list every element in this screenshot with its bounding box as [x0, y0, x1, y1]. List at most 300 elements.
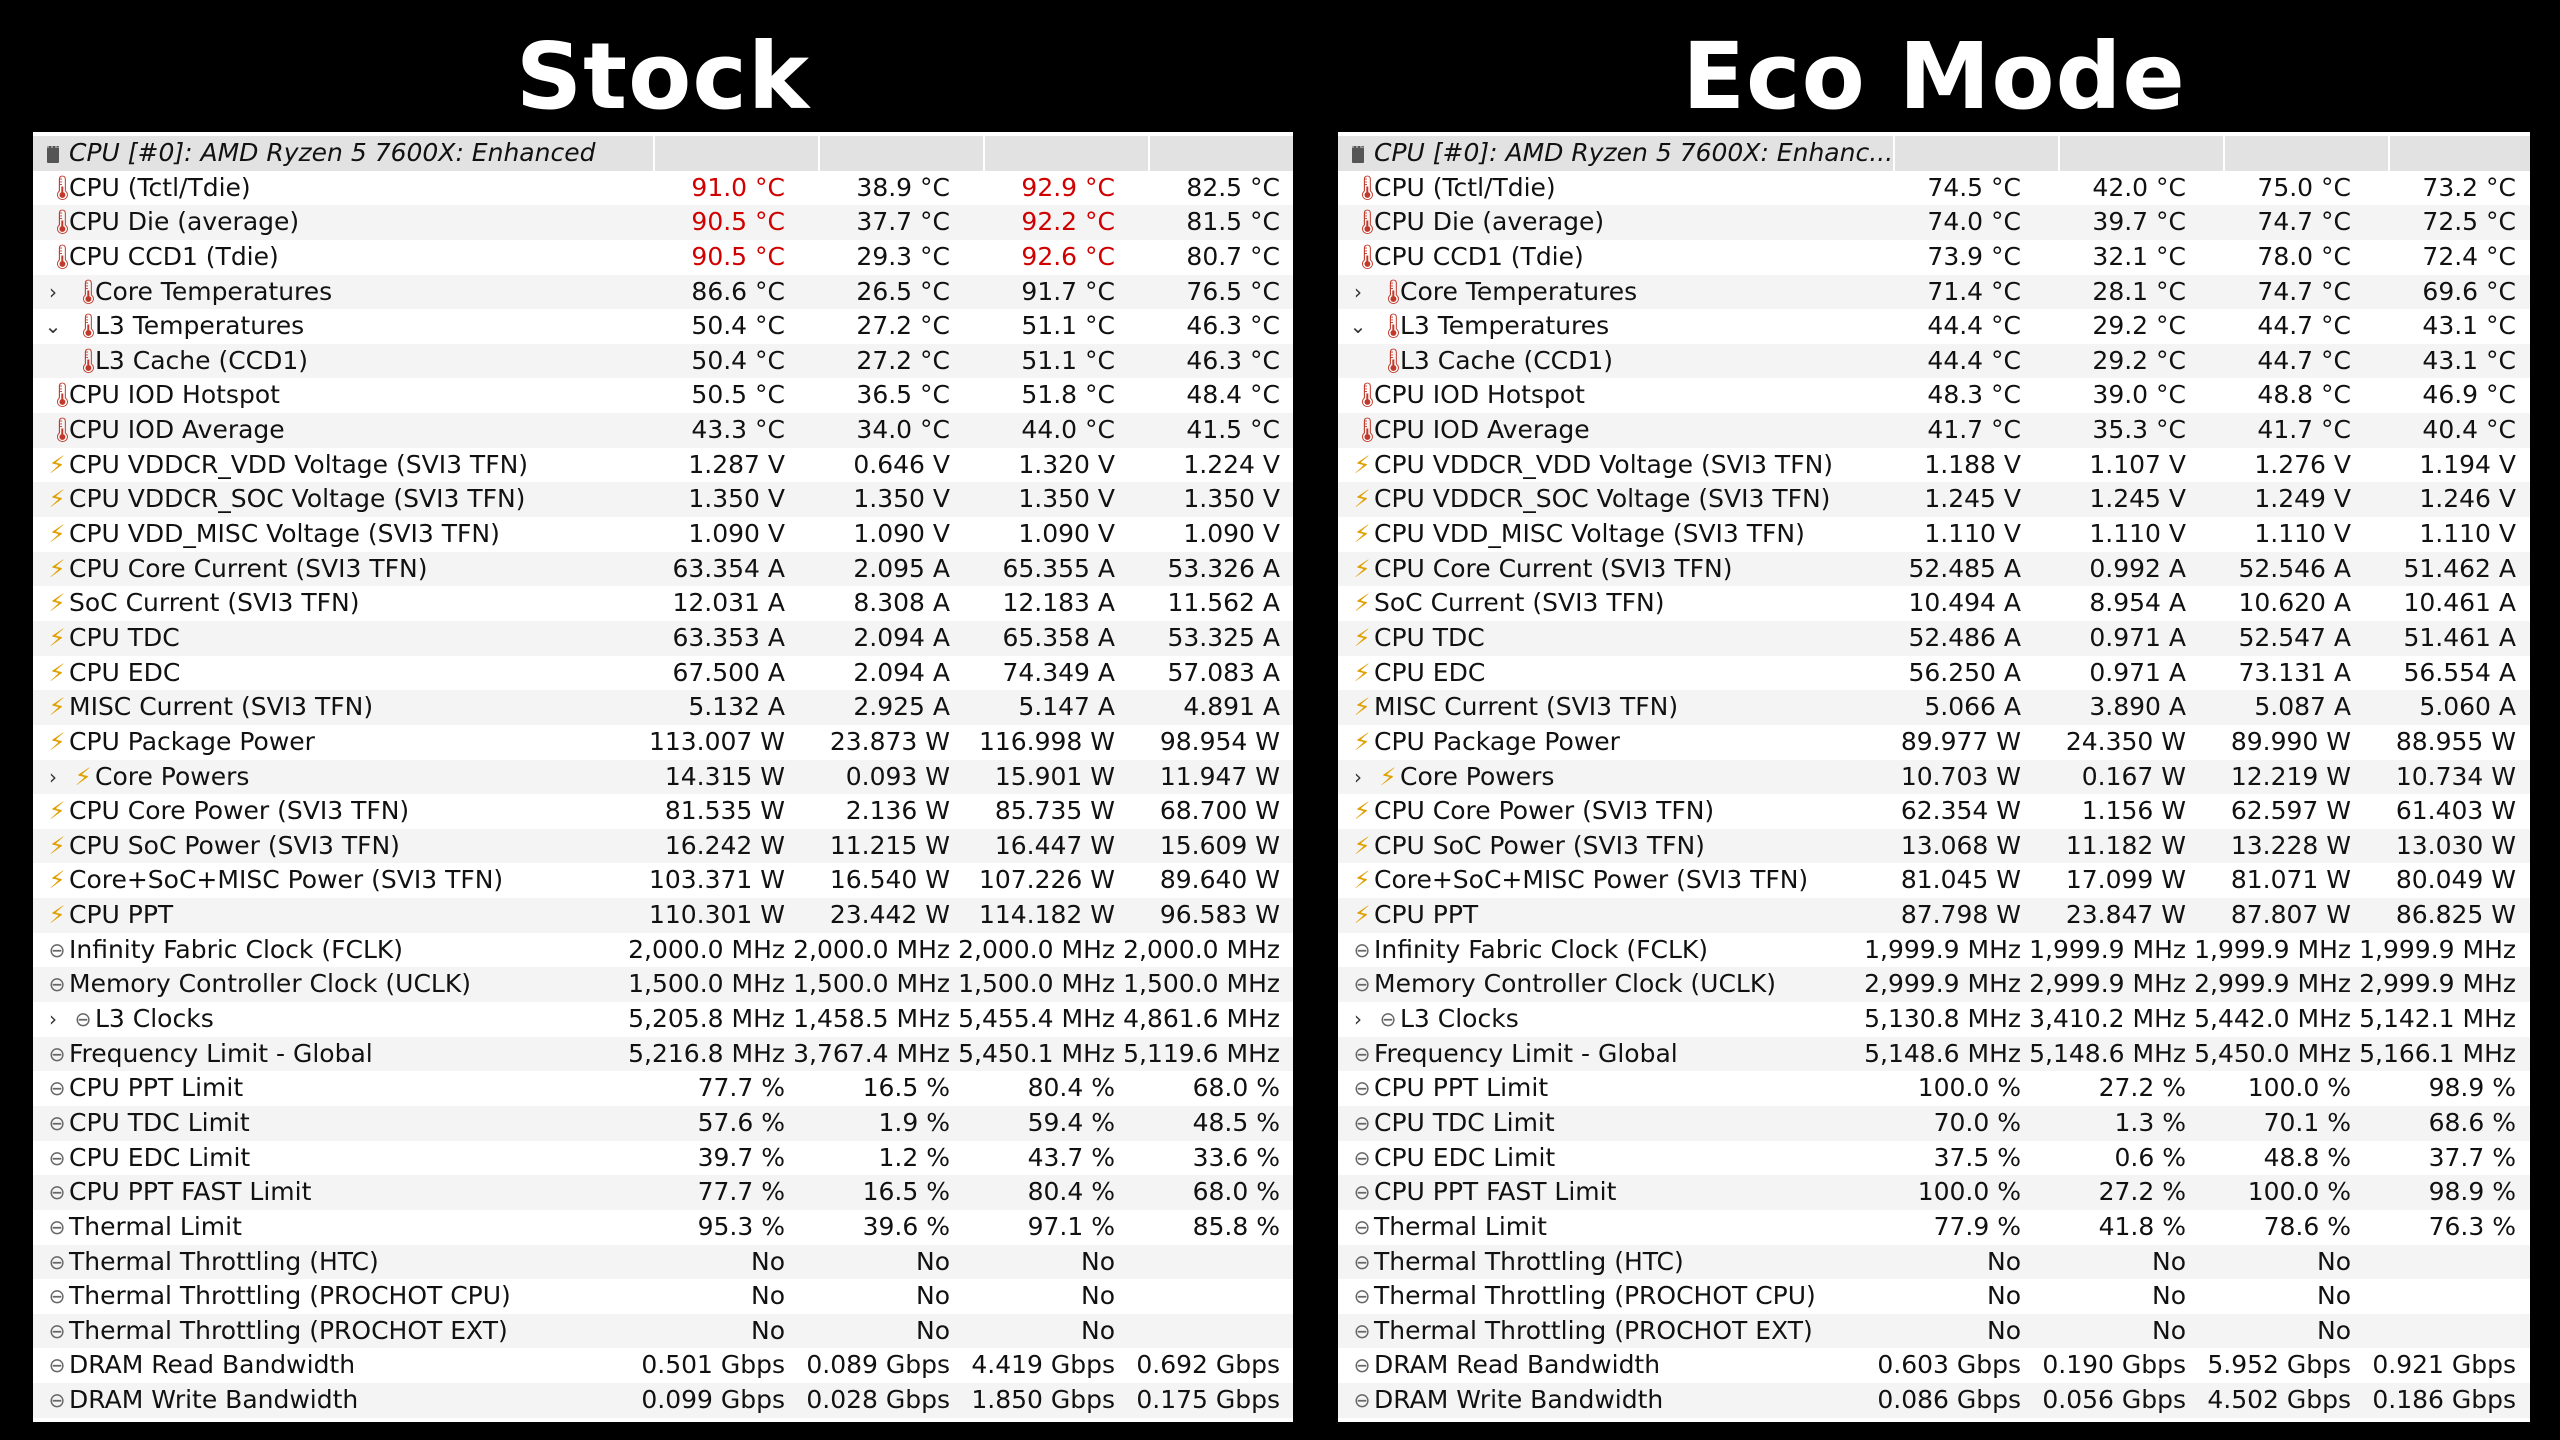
sensor-row[interactable] — [33, 656, 1293, 691]
sensor-row[interactable] — [33, 482, 1293, 517]
sensor-label: Core+SoC+MISC Power (SVI3 TFN) — [1374, 865, 1809, 895]
maximum-value: 1.090 V — [1018, 519, 1115, 549]
clock-icon: ⊖ — [1353, 1353, 1371, 1378]
current-value: 0.603 Gbps — [1877, 1350, 2021, 1380]
stock-sensor-panel — [33, 132, 1293, 1422]
minimum-value: 32.1 °C — [2092, 241, 2186, 271]
maximum-value: 5,450.1 MHz — [958, 1038, 1115, 1068]
sensor-row[interactable] — [1338, 1106, 2530, 1141]
minimum-value: 0.646 V — [853, 449, 950, 479]
sensor-row[interactable] — [33, 1071, 1293, 1106]
sensor-row[interactable] — [33, 1279, 1293, 1314]
average-value: 11.947 W — [1159, 761, 1280, 791]
average-value: 76.5 °C — [1186, 276, 1280, 306]
current-value: 1.245 V — [1924, 484, 2021, 514]
minimum-value: 5,148.6 MHz — [2029, 1038, 2186, 1068]
sensor-row[interactable] — [33, 621, 1293, 656]
bolt-icon: ⚡ — [1353, 589, 1371, 618]
sensor-row[interactable] — [1338, 1245, 2530, 1280]
sensor-row[interactable] — [33, 1106, 1293, 1141]
sensor-row[interactable] — [33, 1314, 1293, 1349]
thermometer-icon: 🌡 — [1352, 173, 1383, 202]
minimum-value: No — [916, 1246, 950, 1276]
expand-chevron-icon[interactable]: › — [1354, 764, 1362, 789]
current-value: 14.315 W — [664, 761, 785, 791]
current-value: 50.4 °C — [691, 345, 785, 375]
sensor-label: Thermal Throttling (PROCHOT EXT) — [1374, 1315, 1813, 1345]
sensor-row[interactable] — [33, 275, 1293, 310]
sensor-label: Thermal Limit — [69, 1211, 242, 1241]
clock-icon: ⊖ — [1353, 1110, 1371, 1135]
sensor-row[interactable] — [33, 863, 1293, 898]
sensor-label: Memory Controller Clock (UCLK) — [1374, 969, 1776, 999]
bolt-icon: ⚡ — [74, 762, 92, 791]
minimum-value: 38.9 °C — [856, 172, 950, 202]
clock-icon: ⊖ — [48, 972, 66, 997]
maximum-value: 80.4 % — [1027, 1177, 1115, 1207]
sensor-label: MISC Current (SVI3 TFN) — [1374, 692, 1679, 722]
minimum-value: 1,458.5 MHz — [793, 1004, 950, 1034]
maximum-value: 51.1 °C — [1021, 345, 1115, 375]
current-value: 50.4 °C — [691, 311, 785, 341]
current-value: 5.132 A — [688, 692, 785, 722]
minimum-value: 24.350 W — [2065, 726, 2186, 756]
sensor-label: CPU PPT — [1374, 900, 1479, 930]
minimum-value: 23.847 W — [2065, 900, 2186, 930]
column-separator — [653, 136, 655, 171]
sensor-row[interactable] — [33, 171, 1293, 206]
current-value: 13.068 W — [1900, 830, 2021, 860]
minimum-value: 8.954 A — [2089, 588, 2186, 618]
sensor-row[interactable] — [33, 1210, 1293, 1245]
sensor-label: CPU TDC — [1374, 622, 1485, 652]
average-value: 98.954 W — [1159, 726, 1280, 756]
sensor-row[interactable] — [1338, 794, 2530, 829]
sensor-row[interactable] — [33, 829, 1293, 864]
sensor-row[interactable] — [33, 552, 1293, 587]
sensor-row[interactable] — [1338, 621, 2530, 656]
thermometer-icon: 🌡 — [47, 416, 78, 445]
average-value: 98.9 % — [2428, 1073, 2516, 1103]
minimum-value: 8.308 A — [853, 588, 950, 618]
minimum-value: 0.093 W — [845, 761, 950, 791]
expand-chevron-icon[interactable]: › — [1354, 1007, 1362, 1032]
average-value: 40.4 °C — [2422, 415, 2516, 445]
minimum-value: No — [916, 1315, 950, 1345]
sensor-row[interactable] — [1338, 898, 2530, 933]
average-value: 98.9 % — [2428, 1177, 2516, 1207]
sensor-label: Infinity Fabric Clock (FCLK) — [1374, 934, 1709, 964]
sensor-row[interactable] — [33, 1348, 1293, 1383]
column-separator — [1148, 136, 1150, 171]
collapse-chevron-icon[interactable]: ⌄ — [1349, 314, 1367, 339]
stock-heading: Stock — [515, 23, 811, 130]
clock-icon: ⊖ — [48, 1284, 66, 1309]
sensor-row[interactable] — [1338, 1002, 2530, 1037]
average-value: 80.7 °C — [1186, 241, 1280, 271]
sensor-group-header[interactable] — [33, 136, 1293, 171]
average-value: 0.692 Gbps — [1136, 1350, 1280, 1380]
sensor-label: L3 Clocks — [1400, 1004, 1519, 1034]
average-value: 81.5 °C — [1186, 207, 1280, 237]
current-value: 77.7 % — [697, 1073, 785, 1103]
sensor-row[interactable] — [33, 205, 1293, 240]
sensor-row[interactable] — [1338, 656, 2530, 691]
maximum-value: 74.349 A — [1002, 657, 1115, 687]
current-value: 90.5 °C — [691, 207, 785, 237]
current-value: 86.6 °C — [691, 276, 785, 306]
bolt-icon: ⚡ — [48, 520, 66, 549]
sensor-row[interactable] — [1338, 309, 2530, 344]
average-value: 46.3 °C — [1186, 345, 1280, 375]
average-value: 33.6 % — [1192, 1142, 1280, 1172]
clock-icon: ⊖ — [1353, 937, 1371, 962]
maximum-value: 1,999.9 MHz — [2194, 934, 2351, 964]
sensor-row[interactable] — [1338, 275, 2530, 310]
current-value: 37.5 % — [1933, 1142, 2021, 1172]
average-value: 37.7 % — [2428, 1142, 2516, 1172]
clock-icon: ⊖ — [1353, 1041, 1371, 1066]
sensor-label: Core Temperatures — [1400, 276, 1638, 306]
current-value: 95.3 % — [697, 1211, 785, 1241]
sensor-label: Core+SoC+MISC Power (SVI3 TFN) — [69, 865, 504, 895]
minimum-value: 0.190 Gbps — [2042, 1350, 2186, 1380]
clock-icon: ⊖ — [1353, 1145, 1371, 1170]
minimum-value: 16.5 % — [862, 1073, 950, 1103]
bolt-icon: ⚡ — [48, 797, 66, 826]
bolt-icon: ⚡ — [1353, 485, 1371, 514]
sensor-label: Core Temperatures — [95, 276, 333, 306]
sensor-row[interactable] — [1338, 1037, 2530, 1072]
sensor-row[interactable] — [33, 967, 1293, 1002]
sensor-row[interactable] — [1338, 448, 2530, 483]
maximum-value: 10.620 A — [2238, 588, 2351, 618]
sensor-label: CPU PPT FAST Limit — [69, 1177, 312, 1207]
sensor-row[interactable] — [1338, 1314, 2530, 1349]
average-value: 57.083 A — [1167, 657, 1280, 687]
clock-icon: ⊖ — [48, 1180, 66, 1205]
average-value: 53.325 A — [1167, 622, 1280, 652]
clock-icon: ⊖ — [1353, 1284, 1371, 1309]
expand-chevron-icon[interactable]: › — [1354, 279, 1362, 304]
bolt-icon: ⚡ — [1353, 901, 1371, 930]
sensor-group-header[interactable] — [1338, 136, 2530, 171]
current-value: 52.486 A — [1908, 622, 2021, 652]
minimum-value: 1.107 V — [2089, 449, 2186, 479]
average-value: 68.0 % — [1192, 1177, 1280, 1207]
sensor-label: CPU VDDCR_SOC Voltage (SVI3 TFN) — [69, 484, 526, 514]
sensor-row[interactable] — [1338, 413, 2530, 448]
eco-mode-heading: Eco Mode — [1682, 23, 2186, 130]
clock-icon: ⊖ — [48, 1353, 66, 1378]
sensor-row[interactable] — [1338, 1175, 2530, 1210]
sensor-row[interactable] — [1338, 829, 2530, 864]
maximum-value: 87.807 W — [2230, 900, 2351, 930]
minimum-value: 23.442 W — [829, 900, 950, 930]
sensor-row[interactable] — [33, 725, 1293, 760]
minimum-value: 29.2 °C — [2092, 311, 2186, 341]
maximum-value: 52.547 A — [2238, 622, 2351, 652]
current-value: No — [1987, 1246, 2021, 1276]
sensor-row[interactable] — [33, 1175, 1293, 1210]
sensor-row[interactable] — [1338, 967, 2530, 1002]
clock-icon: ⊖ — [48, 1041, 66, 1066]
maximum-value: 78.6 % — [2263, 1211, 2351, 1241]
maximum-value: 80.4 % — [1027, 1073, 1115, 1103]
collapse-chevron-icon[interactable]: ⌄ — [44, 314, 62, 339]
average-value: 1.246 V — [2419, 484, 2516, 514]
average-value: 96.583 W — [1159, 900, 1280, 930]
minimum-value: 1.9 % — [878, 1107, 950, 1137]
sensor-label: CPU EDC — [1374, 657, 1486, 687]
sensor-row[interactable] — [33, 344, 1293, 379]
sensor-row[interactable] — [33, 1002, 1293, 1037]
current-value: 44.4 °C — [1927, 311, 2021, 341]
maximum-value: 44.7 °C — [2257, 345, 2351, 375]
current-value: 0.086 Gbps — [1877, 1385, 2021, 1415]
clock-icon: ⊖ — [1353, 1180, 1371, 1205]
bolt-icon: ⚡ — [48, 901, 66, 930]
maximum-value: 44.0 °C — [1021, 415, 1115, 445]
sensor-label: CPU IOD Hotspot — [69, 380, 280, 410]
sensor-row[interactable] — [1338, 552, 2530, 587]
average-value: 80.049 W — [2395, 865, 2516, 895]
maximum-value: 5.952 Gbps — [2207, 1350, 2351, 1380]
average-value: 10.461 A — [2403, 588, 2516, 618]
maximum-value: 97.1 % — [1027, 1211, 1115, 1241]
average-value: 72.4 °C — [2422, 241, 2516, 271]
sensor-row[interactable] — [1338, 690, 2530, 725]
bolt-icon: ⚡ — [48, 450, 66, 479]
thermometer-icon: 🌡 — [47, 208, 78, 237]
sensor-row[interactable] — [33, 898, 1293, 933]
average-value: 68.0 % — [1192, 1073, 1280, 1103]
expand-chevron-icon[interactable]: › — [49, 764, 57, 789]
bolt-icon: ⚡ — [1379, 762, 1397, 791]
minimum-value: 0.6 % — [2114, 1142, 2186, 1172]
average-value: 5,142.1 MHz — [2359, 1004, 2516, 1034]
sensor-label: CPU Die (average) — [69, 207, 300, 237]
sensor-label: L3 Temperatures — [1400, 311, 1610, 341]
sensor-row[interactable] — [1338, 863, 2530, 898]
column-separator — [1893, 136, 1895, 171]
maximum-value: 73.131 A — [2238, 657, 2351, 687]
current-value: 103.371 W — [648, 865, 785, 895]
sensor-row[interactable] — [1338, 933, 2530, 968]
column-separator — [2058, 136, 2060, 171]
average-value: 41.5 °C — [1186, 415, 1280, 445]
clock-icon: ⊖ — [48, 1318, 66, 1343]
sensor-row[interactable] — [33, 586, 1293, 621]
sensor-row[interactable] — [1338, 1071, 2530, 1106]
sensor-row[interactable] — [33, 1037, 1293, 1072]
thermometer-icon: 🌡 — [47, 242, 78, 271]
sensor-group-title: CPU [#0]: AMD Ryzen 5 7600X: Enhanc... — [1374, 138, 1894, 167]
maximum-value: 4.419 Gbps — [971, 1350, 1115, 1380]
sensor-label: CPU SoC Power (SVI3 TFN) — [69, 830, 400, 860]
sensor-label: Infinity Fabric Clock (FCLK) — [69, 934, 404, 964]
bolt-icon: ⚡ — [48, 727, 66, 756]
maximum-value: 2,000.0 MHz — [958, 934, 1115, 964]
sensor-label: CPU EDC Limit — [69, 1142, 251, 1172]
average-value: 0.175 Gbps — [1136, 1385, 1280, 1415]
minimum-value: 1.110 V — [2089, 519, 2186, 549]
current-value: 1,500.0 MHz — [628, 969, 785, 999]
maximum-value: 114.182 W — [978, 900, 1115, 930]
average-value: 85.8 % — [1192, 1211, 1280, 1241]
minimum-value: 16.540 W — [829, 865, 950, 895]
bolt-icon: ⚡ — [1353, 727, 1371, 756]
sensor-label: CPU CCD1 (Tdie) — [1374, 241, 1584, 271]
bolt-icon: ⚡ — [1353, 554, 1371, 583]
sensor-row[interactable] — [33, 517, 1293, 552]
current-value: 63.353 A — [672, 622, 785, 652]
current-value: 10.494 A — [1908, 588, 2021, 618]
average-value: 82.5 °C — [1186, 172, 1280, 202]
sensor-label: CPU VDD_MISC Voltage (SVI3 TFN) — [1374, 519, 1805, 549]
maximum-value: 91.7 °C — [1021, 276, 1115, 306]
maximum-value: 1.350 V — [1018, 484, 1115, 514]
expand-chevron-icon[interactable]: › — [49, 279, 57, 304]
sensor-label: CPU (Tctl/Tdie) — [69, 172, 251, 202]
minimum-value: 11.215 W — [829, 830, 950, 860]
maximum-value: 92.9 °C — [1021, 172, 1115, 202]
average-value: 69.6 °C — [2422, 276, 2516, 306]
sensor-label: MISC Current (SVI3 TFN) — [69, 692, 374, 722]
sensor-label: SoC Current (SVI3 TFN) — [69, 588, 360, 618]
thermometer-icon: 🌡 — [1352, 208, 1383, 237]
minimum-value: No — [916, 1281, 950, 1311]
thermometer-icon: 🌡 — [1378, 346, 1409, 375]
current-value: 87.798 W — [1900, 900, 2021, 930]
sensor-row[interactable] — [1338, 205, 2530, 240]
sensor-row[interactable] — [1338, 344, 2530, 379]
sensor-row[interactable] — [1338, 1383, 2530, 1418]
sensor-row[interactable] — [33, 760, 1293, 795]
sensor-row[interactable] — [1338, 725, 2530, 760]
average-value: 5,166.1 MHz — [2359, 1038, 2516, 1068]
average-value: 11.562 A — [1167, 588, 1280, 618]
average-value: 4.891 A — [1183, 692, 1280, 722]
sensor-row[interactable] — [33, 690, 1293, 725]
sensor-label: CPU TDC Limit — [69, 1107, 250, 1137]
average-value: 51.461 A — [2403, 622, 2516, 652]
sensor-label: CPU VDD_MISC Voltage (SVI3 TFN) — [69, 519, 500, 549]
sensor-row[interactable] — [33, 933, 1293, 968]
current-value: 1.188 V — [1924, 449, 2021, 479]
maximum-value: 89.990 W — [2230, 726, 2351, 756]
sensor-row[interactable] — [33, 1141, 1293, 1176]
minimum-value: 0.971 A — [2089, 622, 2186, 652]
sensor-row[interactable] — [33, 378, 1293, 413]
maximum-value: 59.4 % — [1027, 1107, 1115, 1137]
minimum-value: 1.3 % — [2114, 1107, 2186, 1137]
sensor-label: L3 Cache (CCD1) — [1400, 345, 1614, 375]
maximum-value: 12.183 A — [1002, 588, 1115, 618]
maximum-value: 1.110 V — [2254, 519, 2351, 549]
current-value: 2,999.9 MHz — [1864, 969, 2021, 999]
current-value: 89.977 W — [1900, 726, 2021, 756]
sensor-row[interactable] — [1338, 517, 2530, 552]
thermometer-icon: 🌡 — [73, 312, 104, 341]
sensor-row[interactable] — [33, 794, 1293, 829]
average-value: 2,999.9 MHz — [2359, 969, 2516, 999]
average-value: 53.326 A — [1167, 553, 1280, 583]
sensor-label: Core Powers — [95, 761, 250, 791]
maximum-value: 5,442.0 MHz — [2194, 1004, 2351, 1034]
bolt-icon: ⚡ — [48, 554, 66, 583]
sensor-row[interactable] — [1338, 1141, 2530, 1176]
sensor-row[interactable] — [33, 309, 1293, 344]
sensor-label: CPU VDDCR_VDD Voltage (SVI3 TFN) — [1374, 449, 1834, 479]
bolt-icon: ⚡ — [48, 866, 66, 895]
maximum-value: 92.2 °C — [1021, 207, 1115, 237]
clock-icon: ⊖ — [1353, 972, 1371, 997]
sensor-row[interactable] — [1338, 1279, 2530, 1314]
thermometer-icon: 🌡 — [1378, 277, 1409, 306]
sensor-label: CPU Die (average) — [1374, 207, 1605, 237]
sensor-row[interactable] — [1338, 171, 2530, 206]
bolt-icon: ⚡ — [1353, 658, 1371, 687]
bolt-icon: ⚡ — [1353, 623, 1371, 652]
current-value: 1,999.9 MHz — [1864, 934, 2021, 964]
bolt-icon: ⚡ — [48, 589, 66, 618]
column-separator — [2388, 136, 2390, 171]
bolt-icon: ⚡ — [1353, 866, 1371, 895]
expand-chevron-icon[interactable]: › — [49, 1007, 57, 1032]
bolt-icon: ⚡ — [1353, 797, 1371, 826]
current-value: 63.354 A — [672, 553, 785, 583]
column-separator — [983, 136, 985, 171]
average-value: 5,119.6 MHz — [1123, 1038, 1280, 1068]
sensor-row[interactable] — [1338, 482, 2530, 517]
bolt-icon: ⚡ — [48, 485, 66, 514]
minimum-value: 29.2 °C — [2092, 345, 2186, 375]
minimum-value: 27.2 % — [2098, 1177, 2186, 1207]
minimum-value: 23.873 W — [829, 726, 950, 756]
thermometer-icon: 🌡 — [73, 346, 104, 375]
sensor-row[interactable] — [1338, 240, 2530, 275]
sensor-row[interactable] — [1338, 1348, 2530, 1383]
sensor-label: CPU Core Current (SVI3 TFN) — [69, 553, 428, 583]
sensor-row[interactable] — [1338, 586, 2530, 621]
thermometer-icon: 🌡 — [73, 277, 104, 306]
sensor-row[interactable] — [1338, 1210, 2530, 1245]
sensor-row[interactable] — [33, 448, 1293, 483]
sensor-row[interactable] — [33, 1245, 1293, 1280]
sensor-row[interactable] — [1338, 378, 2530, 413]
sensor-label: Thermal Throttling (HTC) — [69, 1246, 379, 1276]
sensor-label: CPU VDDCR_VDD Voltage (SVI3 TFN) — [69, 449, 529, 479]
current-value: 12.031 A — [672, 588, 785, 618]
current-value: 91.0 °C — [691, 172, 785, 202]
sensor-row[interactable] — [33, 1383, 1293, 1418]
sensor-label: CPU Core Power (SVI3 TFN) — [69, 796, 410, 826]
minimum-value: 42.0 °C — [2092, 172, 2186, 202]
clock-icon: ⊖ — [1353, 1214, 1371, 1239]
sensor-row[interactable] — [33, 413, 1293, 448]
sensor-row[interactable] — [33, 240, 1293, 275]
clock-icon: ⊖ — [48, 1249, 66, 1274]
clock-icon: ⊖ — [1379, 1007, 1397, 1032]
minimum-value: 1.090 V — [853, 519, 950, 549]
sensor-row[interactable] — [1338, 760, 2530, 795]
bolt-icon: ⚡ — [1353, 450, 1371, 479]
maximum-value: No — [2317, 1246, 2351, 1276]
maximum-value: 1.320 V — [1018, 449, 1115, 479]
current-value: 52.485 A — [1908, 553, 2021, 583]
maximum-value: 1,500.0 MHz — [958, 969, 1115, 999]
